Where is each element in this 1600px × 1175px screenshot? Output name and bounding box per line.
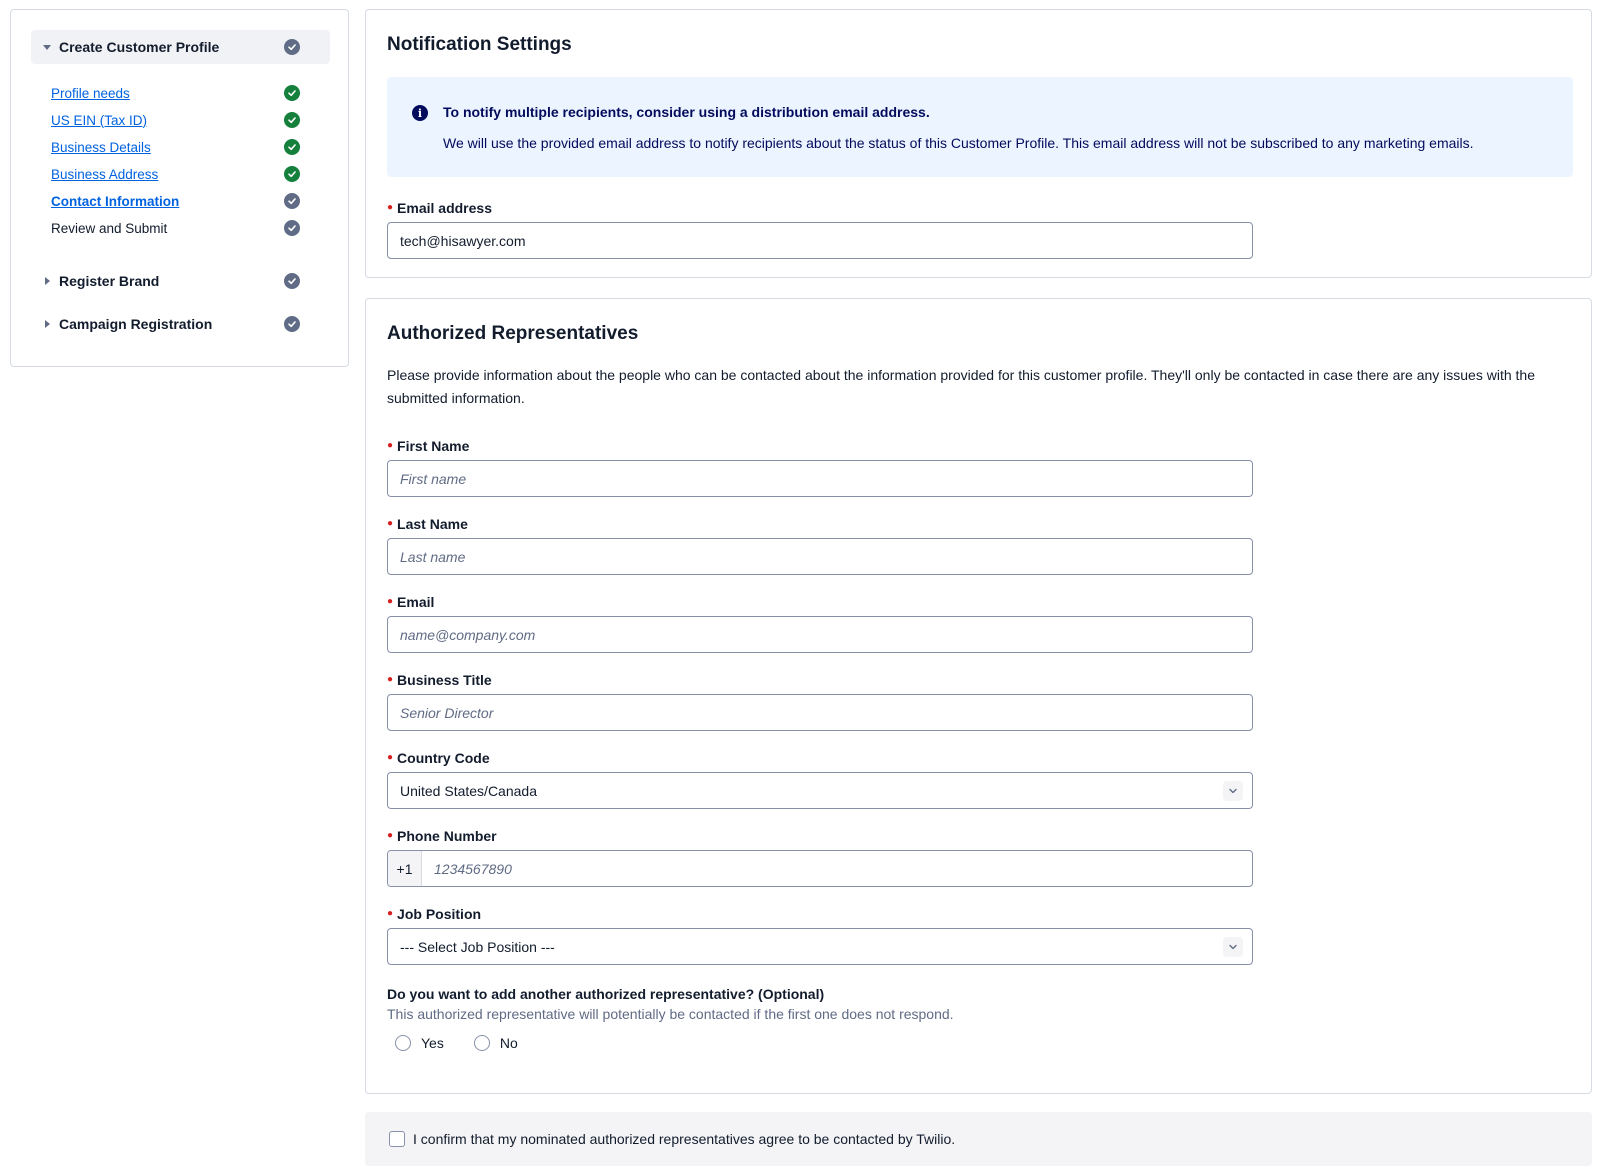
- required-marker: ●: [387, 829, 394, 841]
- first-name-label: ● First Name: [387, 438, 470, 454]
- first-name-field[interactable]: First name: [387, 460, 1253, 497]
- progress-sidebar: [10, 9, 349, 367]
- caret-down-icon: [37, 45, 57, 50]
- check-circle-icon: [284, 112, 300, 128]
- radio-button[interactable]: [474, 1035, 490, 1051]
- check-circle-icon: [284, 139, 300, 155]
- step-link[interactable]: Business Address: [51, 166, 159, 182]
- caret-right-icon: [37, 277, 57, 285]
- check-circle-icon: [284, 220, 300, 236]
- radio-no[interactable]: No: [474, 1035, 518, 1051]
- phone-number-field[interactable]: [387, 850, 1253, 887]
- check-circle-icon: [284, 85, 300, 101]
- caret-right-icon: [37, 320, 57, 328]
- check-circle-icon: [284, 193, 300, 209]
- required-marker: ●: [387, 751, 394, 763]
- confirm-consent-bar: [365, 1112, 1592, 1166]
- business-title-label: ● Business Title: [387, 672, 492, 688]
- another-representative-radio-group: [395, 1035, 548, 1051]
- card-title: Notification Settings: [387, 34, 572, 55]
- phone-number-label: ● Phone Number: [387, 828, 497, 844]
- notification-email-field[interactable]: [387, 222, 1253, 259]
- check-circle-icon: [284, 316, 300, 332]
- section-label: Campaign Registration: [59, 316, 213, 332]
- job-position-label: ● Job Position: [387, 906, 482, 922]
- step-link[interactable]: US EIN (Tax ID): [51, 112, 148, 128]
- email-address-label: ● Email address: [387, 200, 492, 216]
- required-marker: ●: [387, 907, 394, 919]
- country-code-label: ● Country Code: [387, 750, 490, 766]
- section-label: Create Customer Profile: [59, 39, 220, 55]
- step-link[interactable]: Profile needs: [51, 85, 130, 101]
- chevron-down-icon: [1223, 781, 1243, 801]
- last-name-label: ● Last Name: [387, 516, 468, 532]
- check-circle-icon: [284, 273, 300, 289]
- email-value: tech@hisawyer.com: [400, 232, 526, 249]
- phone-input[interactable]: 1234567890: [434, 860, 512, 877]
- email-label: ● Email: [387, 594, 435, 610]
- required-marker: ●: [387, 439, 394, 451]
- info-callout: [387, 77, 1573, 177]
- card-title: Authorized Representatives: [387, 323, 639, 344]
- chevron-down-icon: [1223, 937, 1243, 957]
- check-circle-icon: [284, 166, 300, 182]
- job-position-select[interactable]: --- Select Job Position ---: [387, 928, 1253, 965]
- radio-yes[interactable]: Yes: [395, 1035, 444, 1051]
- last-name-field[interactable]: Last name: [387, 538, 1253, 575]
- phone-prefix: +1: [388, 851, 422, 886]
- representatives-description: Please provide information about the people who can be contacted about the information provided for this customer profile. They'll only be contacted in case there are any issues with the submitted information.: [387, 367, 1535, 406]
- radio-button[interactable]: [395, 1035, 411, 1051]
- step-link-current[interactable]: Contact Information: [51, 193, 180, 209]
- authorized-representatives-card: [365, 298, 1592, 1094]
- notification-settings-card: [365, 9, 1592, 278]
- section-label: Register Brand: [59, 273, 160, 289]
- required-marker: ●: [387, 595, 394, 607]
- another-representative-help: This authorized representative will potentially be contacted if the first one does not respond.: [387, 1006, 954, 1022]
- required-marker: ●: [387, 517, 394, 529]
- country-code-select[interactable]: United States/Canada: [387, 772, 1253, 809]
- info-title: To notify multiple recipients, consider using a distribution email address.: [443, 104, 930, 120]
- step-label: Review and Submit: [51, 220, 168, 236]
- info-icon: i: [412, 105, 428, 121]
- info-text: We will use the provided email address to notify recipients about the status of this Customer Profile. This email address will not be subscribed to any marketing emails.: [443, 135, 1474, 151]
- email-field[interactable]: name@company.com: [387, 616, 1253, 653]
- check-circle-icon: [284, 39, 300, 55]
- another-representative-question: Do you want to add another authorized representative? (Optional): [387, 986, 825, 1002]
- step-link[interactable]: Business Details: [51, 139, 151, 155]
- required-marker: ●: [387, 673, 394, 685]
- confirm-checkbox[interactable]: [389, 1131, 405, 1147]
- required-marker: ●: [387, 201, 394, 213]
- business-title-field[interactable]: Senior Director: [387, 694, 1253, 731]
- confirm-label[interactable]: I confirm that my nominated authorized representatives agree to be contacted by Twilio.: [413, 1131, 956, 1147]
